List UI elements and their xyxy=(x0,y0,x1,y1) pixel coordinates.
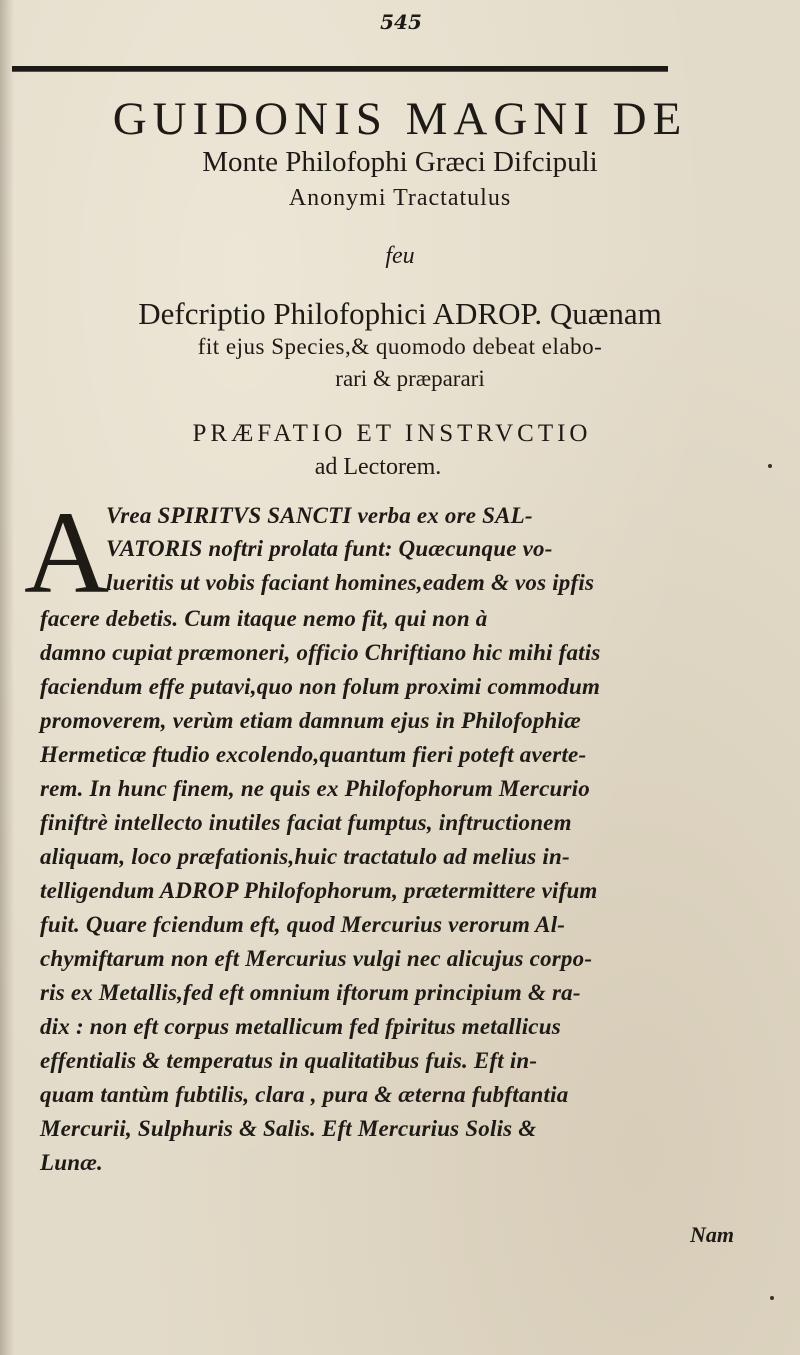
header-rule xyxy=(12,66,668,72)
title-line-5: Defcriptio Philofophici ADROP. Quænam xyxy=(138,296,662,331)
body-line: VATORIS noftri prolata funt: Quæcunque vo- xyxy=(106,536,553,561)
body-line: finiftrè intellecto inutiles faciat fumptus, inftructionem xyxy=(40,810,572,835)
ink-speck xyxy=(770,1296,774,1300)
body-line: lueritis ut vobis faciant homines,eadem & vos ipfis xyxy=(106,570,595,595)
body-line: faciendum effe putavi,quo non folum proximi commodum xyxy=(40,674,601,699)
body-line: Mercurii, Sulphuris & Salis. Eft Mercurius Solis & xyxy=(40,1116,537,1141)
title-line-7: rari & præparari xyxy=(335,366,485,391)
body-line: fuit. Quare fciendum eft, quod Mercurius verorum Al- xyxy=(40,912,566,937)
title-line-6: fit ejus Species,& quomodo debeat elabo- xyxy=(197,334,603,359)
preface-subheading: ad Lectorem. xyxy=(314,454,442,480)
preface-heading: PRÆFATIO ET INSTRVCTIO xyxy=(192,420,592,447)
catchword: Nam xyxy=(690,1222,734,1247)
title-line-2: Monte Philofophi Græci Difcipuli xyxy=(202,146,598,178)
body-line: telligendum ADROP Philofophorum, prætermittere vifum xyxy=(40,878,598,903)
body-line: effentialis & temperatus in qualitatibus fuis. Eft in- xyxy=(40,1048,538,1073)
body-line: damno cupiat præmoneri, officio Chriftiano hic mihi fatis xyxy=(40,640,601,665)
title-line-3: Anonymi Tractatulus xyxy=(288,185,512,211)
ink-speck xyxy=(768,464,772,468)
body-line: promoverem, verùm etiam damnum ejus in Philofophiæ xyxy=(40,708,581,733)
body-line: Lunæ. xyxy=(40,1150,103,1175)
body-line: facere debetis. Cum itaque nemo fit, qui non à xyxy=(40,606,488,631)
body-line: Hermeticæ ftudio excolendo,quantum fieri poteft averte- xyxy=(40,742,587,767)
title-main: GUIDONIS MAGNI DE xyxy=(112,93,688,145)
body-line: Vrea SPIRITVS SANCTI verba ex ore SAL- xyxy=(106,503,533,528)
body-line: dix : non eft corpus metallicum fed fpiritus metallicus xyxy=(40,1014,561,1039)
body-line: quam tantùm fubtilis, clara , pura & æterna fubftantia xyxy=(40,1082,569,1107)
body-line: aliquam, loco præfationis,huic tractatulo ad melius in- xyxy=(40,844,570,869)
title-line-4: feu xyxy=(385,243,415,269)
body-line: rem. In hunc finem, ne quis ex Philofophorum Mercurio xyxy=(40,776,590,801)
body-line: ris ex Metallis,fed eft omnium iftorum principium & ra- xyxy=(40,980,581,1005)
page-number: 545 xyxy=(380,10,422,34)
body-line: chymiftarum non eft Mercurius vulgi nec alicujus corpo- xyxy=(40,946,593,971)
drop-cap: A xyxy=(24,487,110,618)
